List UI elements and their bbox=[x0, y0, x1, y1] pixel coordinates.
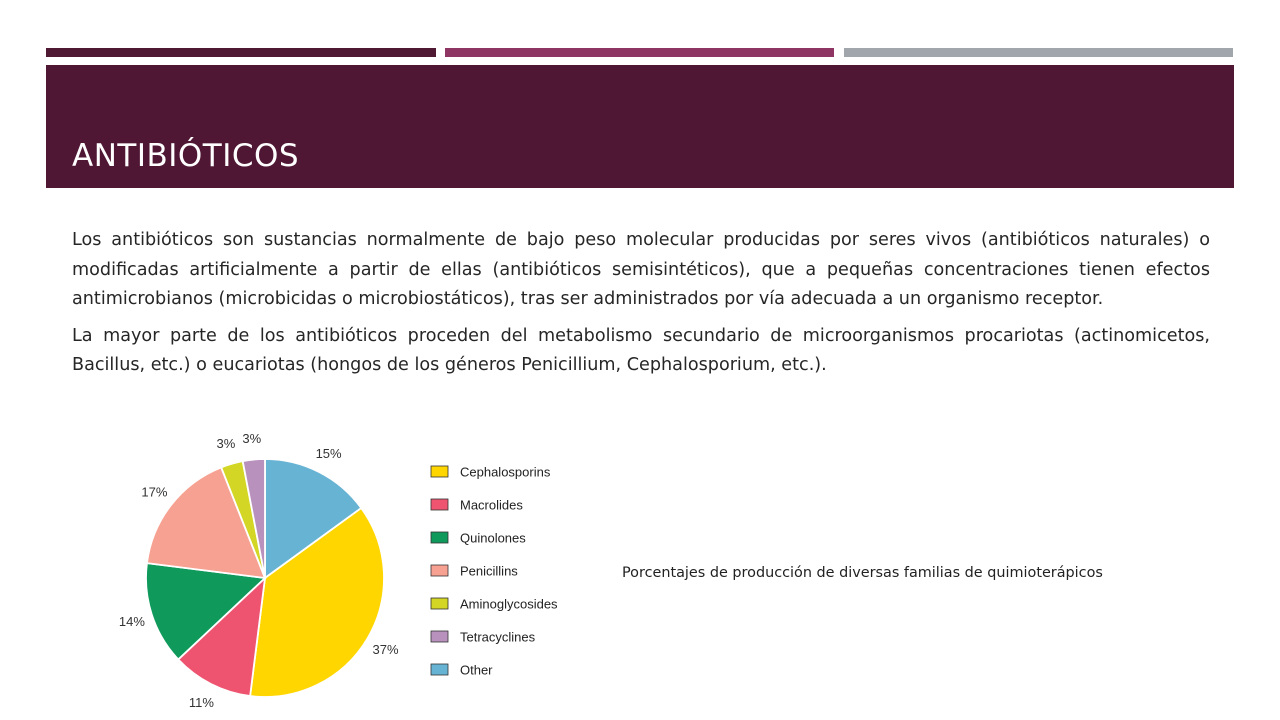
body-text bbox=[72, 226, 1210, 388]
pie-label-penicillins: 17% bbox=[141, 484, 168, 500]
pie-label-aminoglycosides: 3% bbox=[216, 436, 236, 452]
pie-label-macrolides: 11% bbox=[188, 695, 214, 711]
pie-label-other: 15% bbox=[315, 445, 342, 461]
legend-label-other: Other bbox=[460, 662, 493, 678]
legend-label-cephalosporins: Cephalosporins bbox=[460, 464, 551, 480]
legend-swatch-penicillins bbox=[431, 565, 448, 576]
pie-label-cephalosporins: 37% bbox=[372, 641, 399, 657]
legend-label-macrolides: Macrolides bbox=[460, 497, 523, 513]
pie-chart bbox=[100, 430, 580, 715]
chart-caption: Porcentajes de producción de diversas familias de quimioterápicos bbox=[622, 565, 1103, 581]
slide-title: ANTIBIÓTICOS bbox=[72, 138, 300, 174]
accent-bar-gray bbox=[844, 48, 1233, 57]
legend-swatch-macrolides bbox=[431, 499, 448, 510]
legend-label-aminoglycosides: Aminoglycosides bbox=[460, 596, 558, 612]
legend-swatch-aminoglycosides bbox=[431, 598, 448, 609]
legend-swatch-quinolones bbox=[431, 532, 448, 543]
legend-label-penicillins: Penicillins bbox=[460, 563, 518, 579]
legend-swatch-other bbox=[431, 664, 448, 675]
paragraph-origin: La mayor parte de los antibióticos proceden del metabolismo secundario de microorganismos procariotas (actinomicetos, Bacillus, etc.) o eucariotas (hongos de los géneros Penicillium, Cephalosporium, etc.). bbox=[72, 325, 1210, 375]
legend-swatch-cephalosporins bbox=[431, 466, 448, 477]
legend-label-quinolones: Quinolones bbox=[460, 530, 526, 546]
legend-label-tetracyclines: Tetracyclines bbox=[460, 629, 536, 645]
legend-swatch-tetracyclines bbox=[431, 631, 448, 642]
pie-label-tetracyclines: 3% bbox=[242, 431, 262, 447]
accent-bar-dark bbox=[46, 48, 436, 57]
pie-label-quinolones: 14% bbox=[118, 613, 145, 629]
accent-bar-magenta bbox=[445, 48, 834, 57]
title-banner bbox=[46, 65, 1234, 188]
paragraph-definition: Los antibióticos son sustancias normalmente de bajo peso molecular producidas por seres vivos (antibióticos naturales) o modificadas artificialmente a partir de ellas (antibióticos semisintéticos), que a pequeñas concentraciones tienen efectos antimicrobianos (microbicidas o microbiostáticos), tras ser administrados por vía adecuada a un organismo receptor. bbox=[72, 230, 1210, 309]
